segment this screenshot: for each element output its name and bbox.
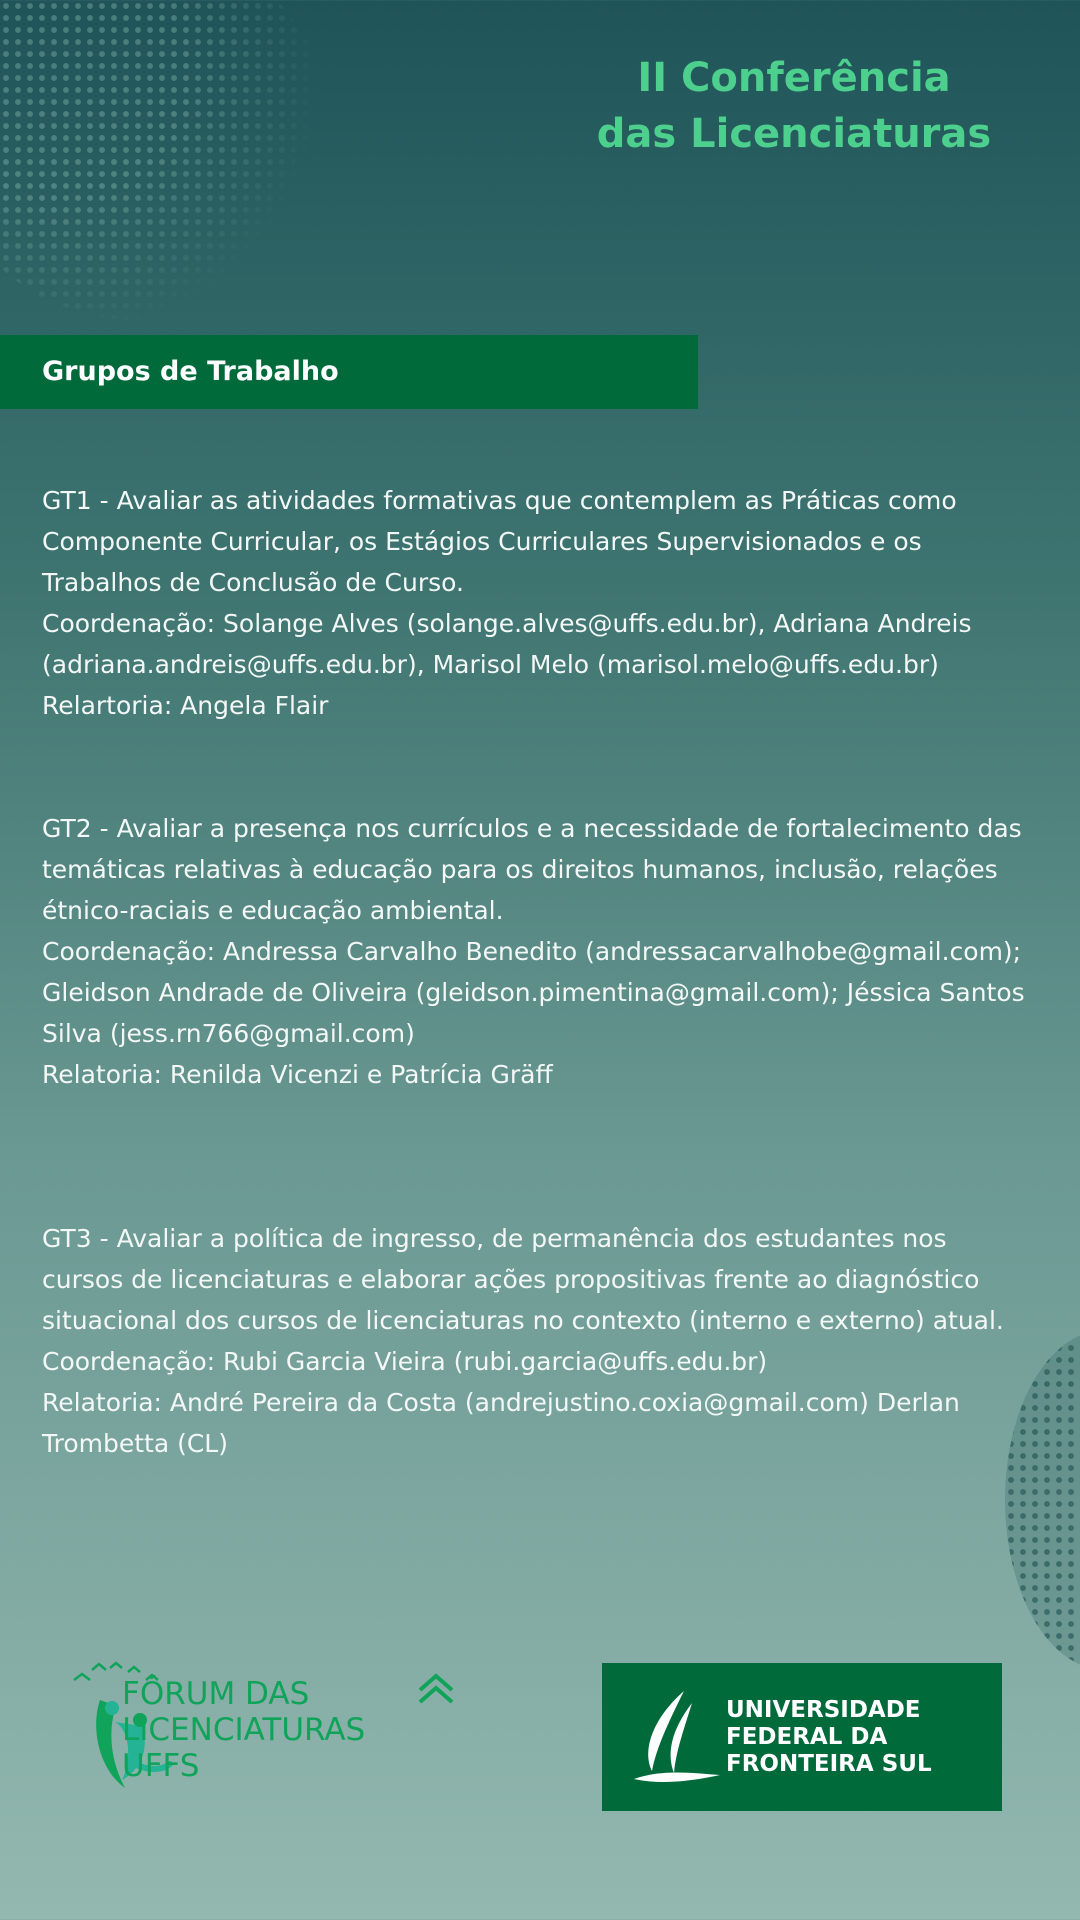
gt1-reporting: Relartoria: Angela Flair (42, 691, 329, 720)
conference-title-line1: II Conferência (637, 55, 951, 101)
section-title: Grupos de Trabalho (42, 356, 339, 387)
forum-line1: FÓRUM DAS (122, 1676, 310, 1712)
gt1-coordination: Coordenação: Solange Alves (solange.alves@uffs.edu.br), Adriana Andreis (adriana.andreis@uffs.edu.br), Marisol Melo (marisol.melo@uffs.edu.br) (42, 609, 972, 679)
forum-line2: LICENCIATURAS (122, 1712, 366, 1748)
gt1-description: GT1 - Avaliar as atividades formativas que contemplem as Práticas como Componente Curricular, os Estágios Curriculares Supervisionados e os Trabalhos de Conclusão de Curso. (42, 486, 957, 597)
swoosh-icon (632, 1689, 722, 1785)
working-group-1 (42, 480, 1032, 726)
gt2-reporting: Relatoria: Renilda Vicenzi e Patrícia Gräff (42, 1060, 553, 1089)
forum-line3: UFFS (122, 1748, 200, 1784)
university-logo (602, 1663, 1002, 1811)
gt3-reporting: Relatoria: André Pereira da Costa (andrejustino.coxia@gmail.com) Derlan Trombetta (CL) (42, 1388, 960, 1458)
conference-title-line2: das Licenciaturas (596, 111, 992, 157)
gt3-description: GT3 - Avaliar a política de ingresso, de permanência dos estudantes nos cursos de licenciaturas e elaborar ações propositivas frente ao diagnóstico situacional dos cursos de licenciaturas no contexto (interno e externo) atual. (42, 1224, 1004, 1335)
gt2-coordination: Coordenação: Andressa Carvalho Benedito (andressacarvalhobe@gmail.com); Gleidson Andrade de Oliveira (gleidson.pimentina@gmail.com); Jéssica Santos Silva (jess.rn766@gmail.com) (42, 937, 1025, 1048)
university-line2: FEDERAL DA (726, 1724, 888, 1750)
gt3-coordination: Coordenação: Rubi Garcia Vieira (rubi.garcia@uffs.edu.br) (42, 1347, 768, 1376)
decorative-dots-top-left (0, 0, 330, 320)
forum-logo-text (122, 1676, 365, 1784)
conference-title (564, 50, 1024, 162)
working-group-3 (42, 1218, 1032, 1464)
gt2-description: GT2 - Avaliar a presença nos currículos e a necessidade de fortalecimento das temáticas relativas à educação para os direitos humanos, inclusão, relações étnico-raciais e educação ambiental. (42, 814, 1022, 925)
section-header-bar (0, 335, 698, 409)
university-line3: FRONTEIRA SUL (726, 1751, 932, 1777)
university-logo-text (726, 1697, 932, 1778)
working-group-2 (42, 808, 1032, 1095)
university-line1: UNIVERSIDADE (726, 1697, 921, 1723)
